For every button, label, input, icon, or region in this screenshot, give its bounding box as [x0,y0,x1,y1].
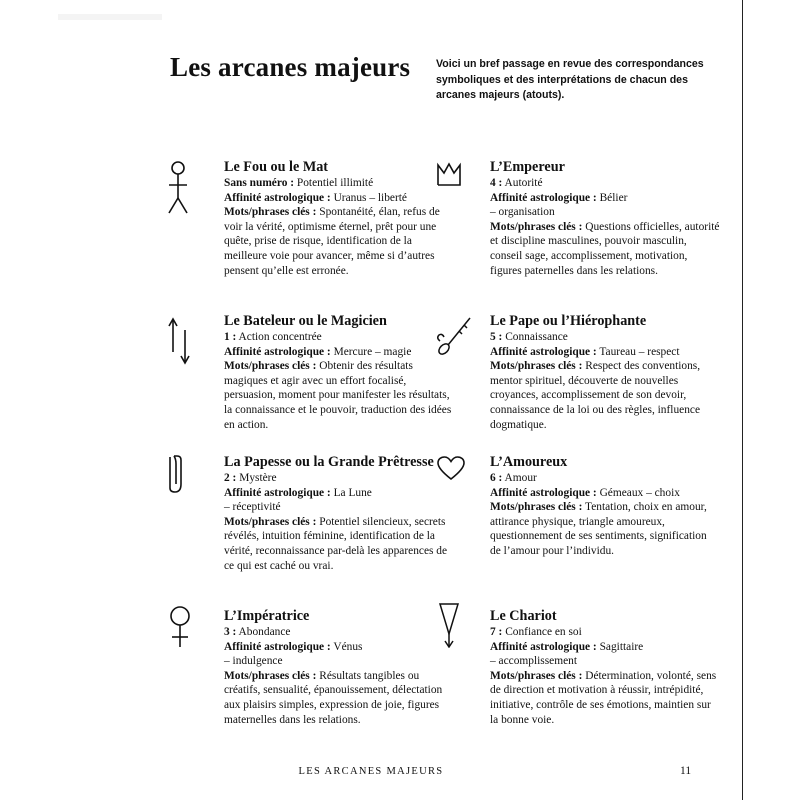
card-number-text: Connaissance [502,331,568,343]
card-name: Le Chariot [490,608,557,624]
card-name: Le Bateleur ou le Magicien [224,313,387,329]
card-number-label: 2 : [224,472,237,484]
card-number-text: Confiance en soi [502,626,582,638]
card-le-chariot [490,609,720,727]
card-number-label: 7 : [490,626,503,638]
card-number-text: Potentiel illimité [294,177,374,189]
card-number-text: Amour [502,472,537,484]
running-footer: LES ARCANES MAJEURS [298,766,444,777]
card-astro-text: Mercure – magie [330,345,412,358]
card-keys-label: Mots/phrases clés : [490,220,583,233]
card-keys-text: Spontanéité, élan, refus de voir la vérité, optimisme éternel, prêt pour une quête, prise de risque, identification de la meilleure voie pour avancer, même si d’autres pensent qu’elle est erronée. [224,206,440,277]
moon-icon [166,454,186,494]
card-number-label: 5 : [490,331,503,343]
card-astro-label: Affinité astrologique : [224,640,331,653]
card-keys-text: Détermination, volonté, sens de direction et motivation à réussir, intrépidité, initiative, contrôle de ses émotions, maintien sur la bonne voie. [490,669,717,726]
card-limperatrice [224,609,454,727]
card-astro-text: Uranus – liberté [330,191,407,204]
page-title: Les arcanes majeurs [170,52,411,82]
card-astro-text2: – réceptivité [224,501,281,514]
card-number-text: Abondance [236,626,291,638]
card-astro-label: Affinité astrologique : [224,345,331,358]
card-number-text: Mystère [236,472,277,484]
card-keys-label: Mots/phrases clés : [224,669,317,682]
card-number-label: 4 : [490,177,503,189]
card-astro-text: Gémeaux – choix [596,486,680,499]
card-keys-label: Mots/phrases clés : [490,501,583,514]
card-lamoureux [490,455,720,559]
card-keys-text: Questions officielles, autorité et discipline masculines, pouvoir masculin, conseil sage, accomplissement, motivation, figures paternelles dans les relations. [490,220,720,277]
card-astro-text: Vénus [330,640,363,653]
stick-figure-icon [164,160,192,216]
card-keys-text: Respect des conventions, mentor spirituel, découverte de nouvelles croyances, accomplissement de son devoir, connaissance de la loi ou des règles, influence dogmatique. [490,360,701,431]
card-astro-label: Affinité astrologique : [490,345,597,358]
card-astro-label: Affinité astrologique : [224,486,331,499]
card-number-label: Sans numéro : [224,177,295,189]
card-keys-text: Tentation, choix en amour, attirance physique, triangle amoureux, questionnement de ses sentiments, signification de l’amour pour l’individu. [490,501,707,557]
page-number: 11 [680,765,692,777]
card-keys-label: Mots/phrases clés : [490,669,583,682]
card-keys-label: Mots/phrases clés : [490,360,583,373]
card-astro-text2: – indulgence [224,655,283,668]
card-keys-text: Résultats tangibles ou créatifs, sensualité, épanouissement, délectation aux plaisirs simples, expression de joie, figures maternelles dans les relations. [224,669,443,726]
card-keys-text: Potentiel silencieux, secrets révélés, intuition féminine, identification de la vérité, reconnaissance par-delà les apparences de ce qui est caché ou vrai. [224,515,448,572]
card-name: Le Pape ou l’Hiérophante [490,313,647,329]
card-name: L’Empereur [490,159,565,175]
card-la-papesse [224,455,454,573]
top-margin-mark [58,14,162,20]
card-name: Le Fou ou le Mat [224,159,329,175]
card-name: La Papesse ou la Grande Prêtresse [224,454,434,470]
card-astro-label: Affinité astrologique : [490,191,597,204]
card-astro-text2: – organisation [490,206,555,219]
card-lempereur [490,160,720,278]
card-number-label: 1 : [224,331,237,343]
card-number-text: Autorité [502,177,543,189]
card-astro-label: Affinité astrologique : [490,486,597,499]
card-le-pape [490,314,720,432]
card-le-bateleur [224,314,454,432]
card-keys-label: Mots/phrases clés : [224,206,317,219]
card-number-label: 3 : [224,626,237,638]
card-le-fou [224,160,454,278]
card-astro-text: Taureau – respect [596,345,680,358]
card-number-text: Action concentrée [236,331,322,343]
card-astro-text: La Lune [330,486,372,499]
card-keys-text: Obtenir des résultats magiques et agir avec un effort focalisé, persuasion, moment pour manifester les résultats, la connaissance et le pouvoir, traduction des idées en action. [224,360,452,431]
card-name: L’Amoureux [490,454,568,470]
card-astro-label: Affinité astrologique : [224,191,331,204]
venus-icon [166,605,194,649]
up-down-arrows-icon [166,316,192,366]
card-astro-text: Sagittaire [596,640,644,653]
card-keys-label: Mots/phrases clés : [224,360,317,373]
card-astro-label: Affinité astrologique : [490,640,597,653]
card-number-label: 6 : [490,472,503,484]
card-keys-label: Mots/phrases clés : [224,515,317,528]
card-name: L’Impératrice [224,608,310,624]
card-astro-text: Bélier [596,191,628,204]
card-astro-text2: – accomplissement [490,655,577,668]
intro-paragraph: Voici un bref passage en revue des correspondances symboliques et des interprétations de chacun des arcanes majeurs (atouts). [436,58,704,101]
